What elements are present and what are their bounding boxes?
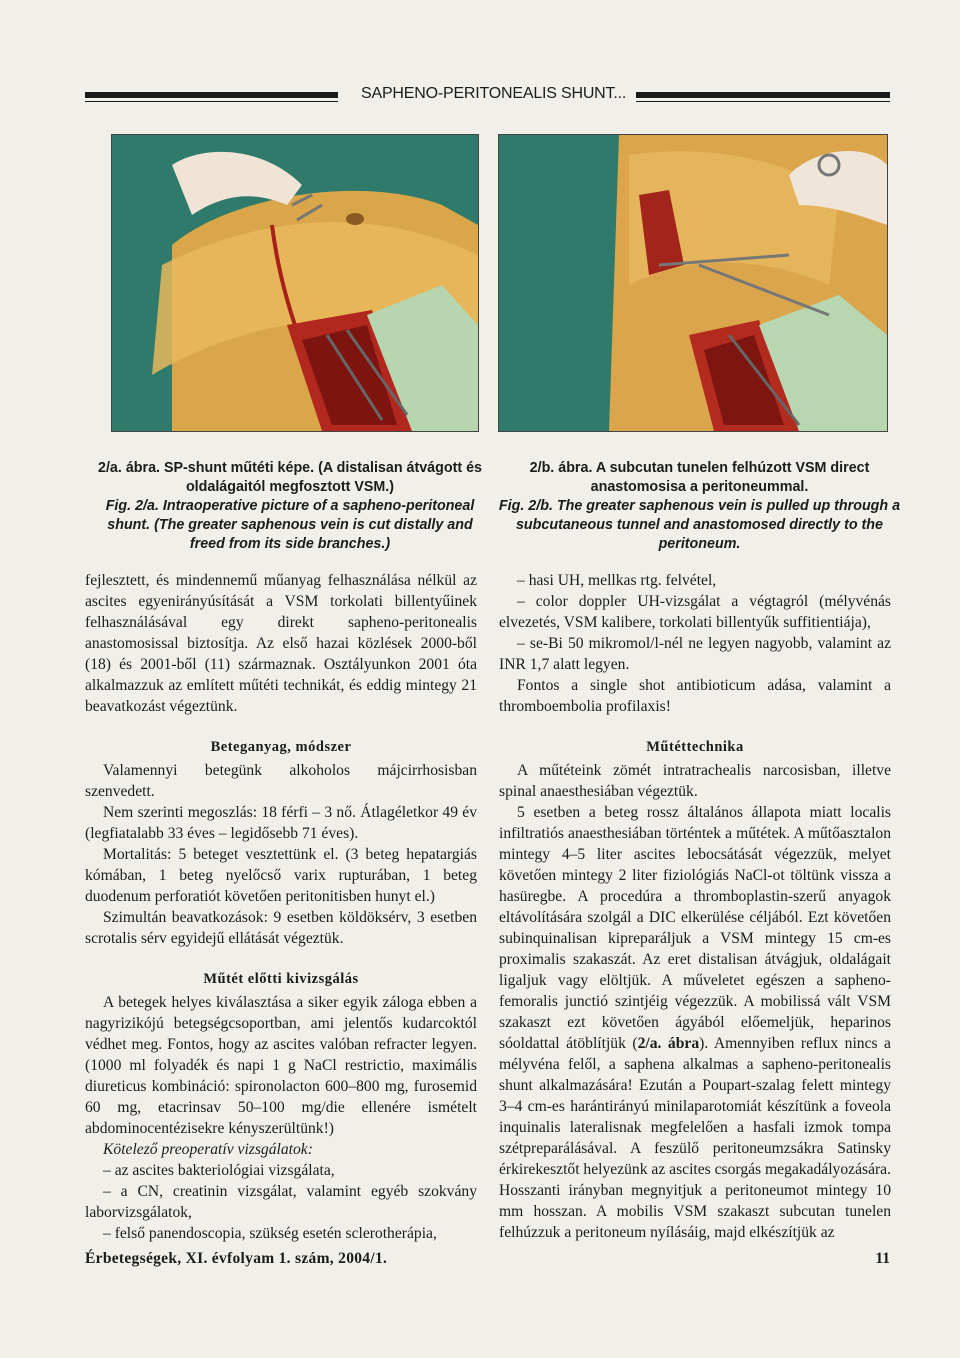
running-title: SAPHENO-PERITONEALIS SHUNT...: [361, 85, 627, 102]
paragraph: Mortalitás: 5 beteget vesztettünk el. (3 beteg hepatargiás kómában, 1 beteg nyelőcső varix rupturában, 1 beteg duodenum perforatiót követően peritonitisben hunyt el.): [85, 846, 477, 905]
list-item: – color doppler UH-vizsgálat a végtagról (mélyvénás elvezetés, VSM kalibere, torkolati billentyűk suffitientiája),: [499, 593, 891, 631]
figure-2a-caption-english: Fig. 2/a. Intraoperative picture of a sapheno-peritoneal shunt. (The greater saphenous vein is cut distally and freed from its side branches.): [105, 498, 475, 552]
preoperative-tests-title: Kötelező preoperatív vizsgálatok:: [103, 1141, 313, 1158]
footer-journal: Érbetegségek, XI. évfolyam 1. szám, 2004/1.: [85, 1250, 388, 1267]
list-item: – se-Bi 50 mikromol/l-nél ne legyen nagyobb, valamint az INR 1,7 alatt legyen.: [499, 635, 891, 673]
list-item: – hasi UH, mellkas rtg. felvétel,: [517, 572, 717, 589]
paragraph: [499, 802, 891, 1243]
paragraph: A műtéteink zömét intratrachealis narcosisban, illetve spinal anaesthesiában végeztük.: [499, 762, 891, 800]
paragraph: Szimultán beavatkozások: 9 esetben köldöksérv, 3 esetben scrotalis sérv egyidejű ellátását végeztük.: [85, 909, 477, 947]
header-rule-right: [636, 92, 890, 98]
heading-beteganyag: Beteganyag, módszer: [210, 739, 352, 755]
figure-2b-photo: [498, 134, 888, 432]
list-item: – felső panendoscopia, szükség esetén sclerotherápia,: [103, 1225, 437, 1242]
running-header: [85, 85, 890, 109]
heading-muttechnika: Műtéttechnika: [646, 739, 744, 755]
page-number: 11: [875, 1250, 890, 1267]
figure-2b-caption-hungarian: 2/b. ábra. A subcutan tunelen felhúzott VSM direct anastomosisa a peritoneummal.: [529, 460, 870, 495]
right-column: [499, 570, 891, 1243]
figure-2b-caption-english: Fig. 2/b. The greater saphenous vein is pulled up through a subcutaneous tunnel and anastomosed directly to the peritoneum.: [498, 498, 901, 552]
paragraph: Valamennyi betegünk alkoholos májcirrhosisban szenvedett.: [85, 762, 477, 800]
figure-2a-caption-hungarian: 2/a. ábra. SP-shunt műtéti képe. (A distalisan átvágott és oldalágaitól megfosztott VSM.): [98, 460, 482, 495]
figure-2b-caption: [497, 459, 902, 554]
list-item: – az ascites bakteriológiai vizsgálata,: [103, 1162, 335, 1179]
paragraph: A betegek helyes kiválasztása a siker egyik záloga ebben a nagyrizikójú betegségcsoportban, ami jelentős kudarcoktól védhet meg. Fontos, hogy az ascites valóban refracter legyen. (1000 ml folyadék és napi 1 g NaCl restrictio, maximális diureticus kombináció: spironolacton 600–800 mg, furosemid 60 mg, etacrinsav 50–100 mg/die ellenére ismételt abdominocentézisekre kényszerültünk!): [85, 994, 477, 1137]
left-column: [85, 570, 477, 1244]
list-item: – a CN, creatinin vizsgálat, valamint egyéb szokvány laborvizsgálatok,: [85, 1183, 477, 1221]
intro-paragraph: fejlesztett, és mindennemű műanyag felhasználása nélkül az ascites egyenirányúsítását a VSM torkolati billentyűinek felhasználásával egy direkt sapheno-peritonealis anastomosissal biztosítja. Az első hazai közlések 2000-ből (18) és 2001-ből (11) származnak. Osztályunkon 2001 óta alkalmazzuk az említett műtéti technikát, és eddig mintegy 21 beavatkozást végeztünk.: [85, 572, 477, 715]
paragraph: Fontos a single shot antibioticum adása, valamint a thromboembolia profilaxis!: [499, 677, 891, 715]
paragraph: Nem szerinti megoszlás: 18 férfi – 3 nő. Átlagéletkor 49 év (legfiatalabb 33 éves – legidősebb 71 éves).: [85, 804, 477, 842]
heading-kivizsgalas: Műtét előtti kivizsgálás: [203, 971, 359, 987]
figure-reference: 2/a. ábra: [637, 1035, 700, 1052]
figure-2a-caption: [90, 459, 490, 554]
header-rule-left: [85, 92, 338, 98]
text-run: 5 esetben a beteg rossz általános állapota miatt localis infiltratiós anaesthesiában történtek a műtétek. A műtőasztalon mintegy 4–5 liter ascites lebocsátását végezzük, melyet követően mintegy 2 liter fiziológiás NaCl-ot töltünk vissza a hasüregbe. A procedúra a thromboplastin-szerű anyagok eltávolítására szolgál a DIC elkerülése céljából. Ezt követően subinquinalisan kipreparáljuk a VSM mintegy 15 cm-es proximalis szakaszát. Az eret distalisan átvágjuk, oldalágait ligaljuk vagy elöltjük. A műveletet egészen a sapheno-femoralis junctió szintjéig végezzük. A mobilissá vált VSM szakaszt ezt követően ágyából előemeljük, heparinos sóoldattal átöblítjük (: [499, 804, 891, 1052]
figure-2a-photo: [111, 134, 479, 432]
text-run: ). Amennyiben reflux nincs a mélyvéna felől, a saphena alkalmas a sapheno-peritonealis shunt alkalmazására! Ezután a Poupart-szalag felett mintegy 3–4 cm-es harántirányú minilaparotomiát készítünk a foveola inquinalis lateralisnak megfelelően a hasfali izmok tompa szétpreparálásával. A feszülő peritoneumzsákra Satinsky érkirekesztőt helyezünk az ascites csorgás megakadályozására. Hosszanti irányban megnyitjuk a peritoneumot mintegy 10 mm hosszan. A mobilis VSM szakaszt subcutan tunelen felhúzzuk a peritoneum nyílásáig, majd elkészítjük az: [499, 1035, 891, 1241]
